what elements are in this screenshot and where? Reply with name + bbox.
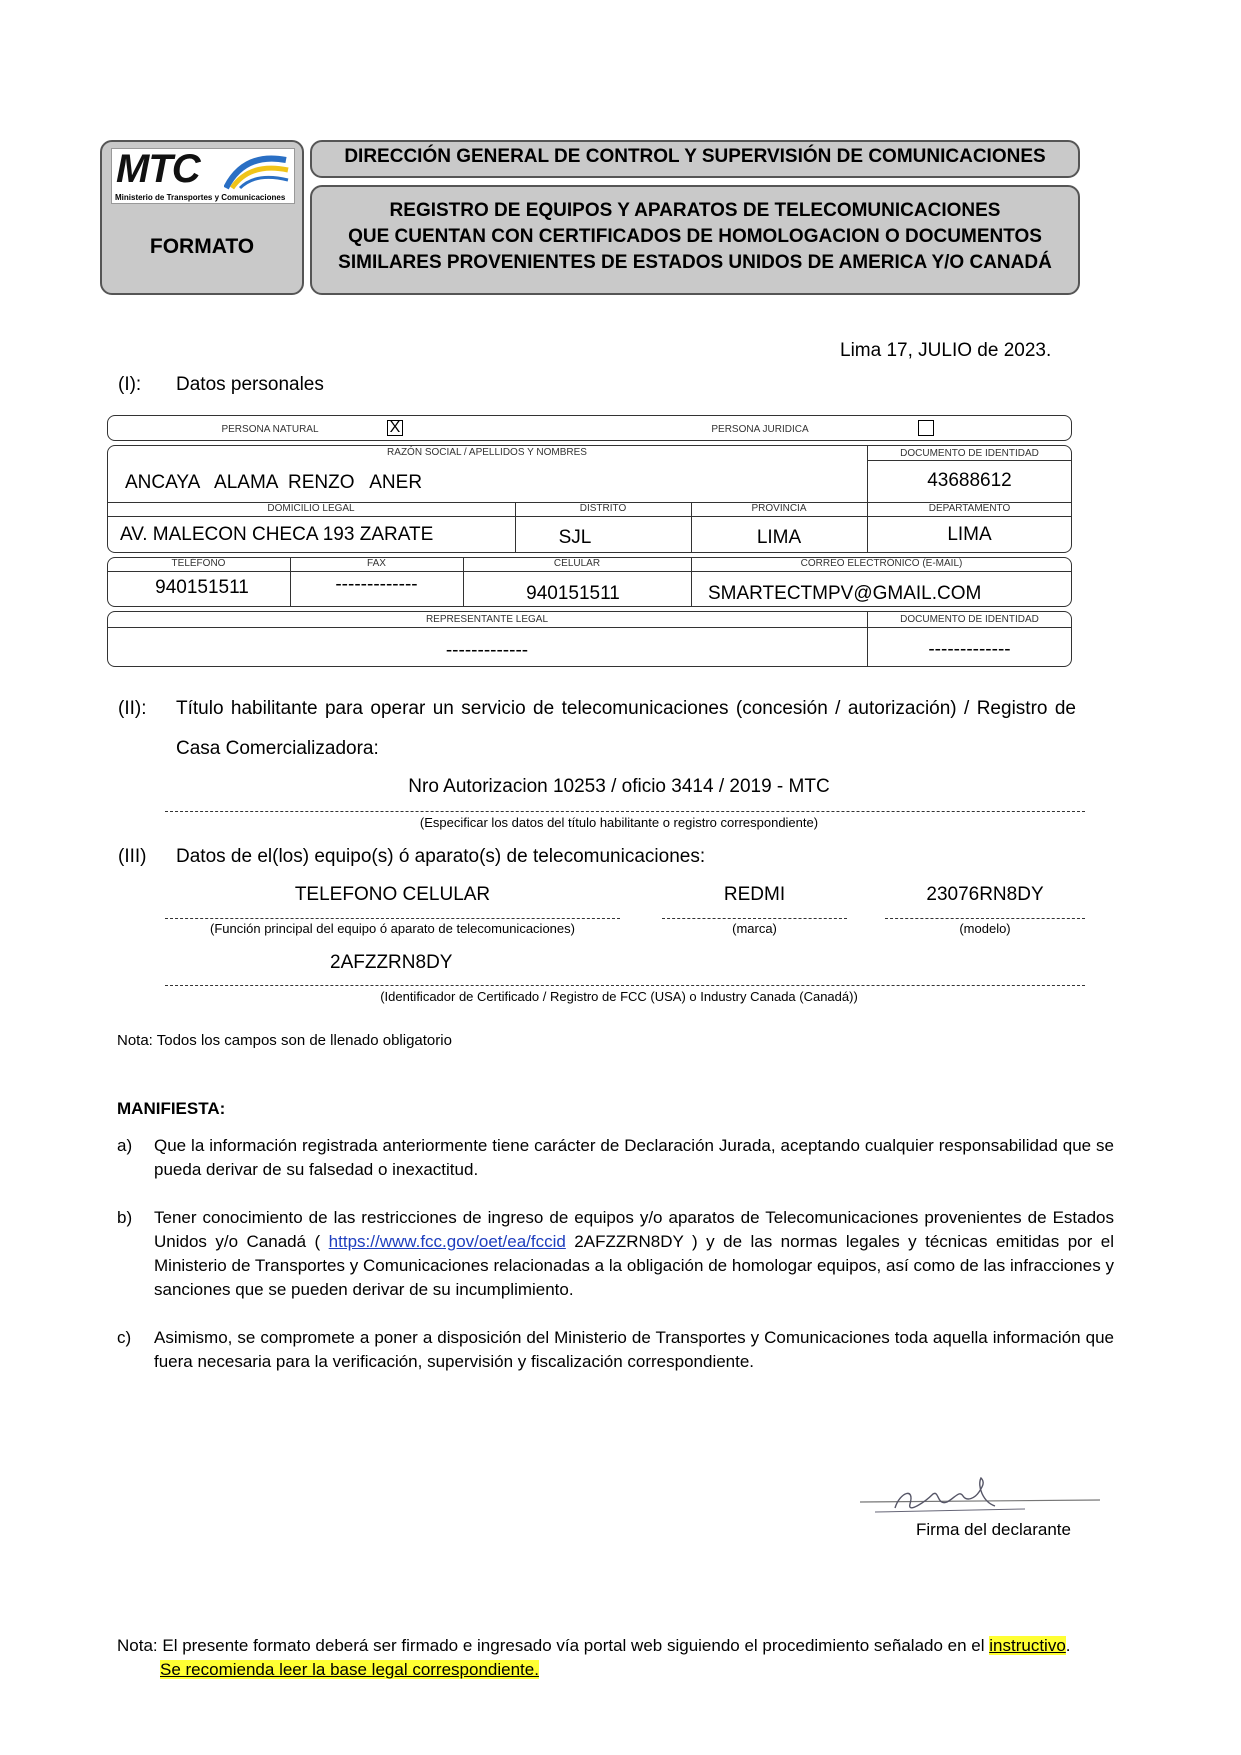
- provincia-value: LIMA: [756, 527, 802, 548]
- distrito-value: SJL: [558, 527, 592, 548]
- item-a-text: Que la información registrada anteriormente tiene carácter de Declaración Jurada, aceptando cualquier responsabilidad que se pueda derivar de su falsedad o inexactitud.: [154, 1136, 1114, 1179]
- registro-title: [310, 198, 1080, 276]
- logo-wave-icon: [224, 152, 290, 190]
- doc-rep-label: DOCUMENTO DE IDENTIDAD: [900, 614, 1039, 625]
- registro-line-2: QUE CUENTAN CON CERTIFICADOS DE HOMOLOGACION O DOCUMENTOS: [348, 226, 1042, 247]
- modelo-value: 23076RN8DY: [926, 884, 1044, 905]
- registro-line-1: REGISTRO DE EQUIPOS Y APARATOS DE TELECOMUNICACIONES: [389, 200, 1001, 221]
- direccion-title: DIRECCIÓN GENERAL DE CONTROL Y SUPERVISIÓN DE COMUNICACIONES: [344, 146, 1046, 167]
- doc-rep-value: -------------: [928, 639, 1011, 660]
- item-b-text-1: Tener conocimiento de las restricciones de ingreso de equipos y/o aparatos de Telecomunicaciones provenientes de Estados Unidos y/o Canadá (: [154, 1208, 1114, 1251]
- marca-value: REDMI: [723, 884, 786, 905]
- persona-natural-checkbox[interactable]: [387, 420, 403, 436]
- checkbox-mark: X: [389, 419, 401, 436]
- doc-identidad-value: 43688612: [927, 470, 1012, 491]
- representante-value: -------------: [445, 640, 529, 661]
- marca-label: (marca): [732, 921, 777, 936]
- fax-value: -------------: [335, 574, 418, 595]
- departamento-label: DEPARTAMENTO: [928, 503, 1011, 514]
- persona-natural-label: PERSONA NATURAL: [221, 424, 319, 435]
- telefono-value: 940151511: [155, 577, 249, 598]
- representante-label: REPRESENTANTE LEGAL: [425, 614, 549, 625]
- departamento-value: LIMA: [947, 524, 992, 545]
- nota-final: [117, 1634, 1127, 1682]
- identificador-label: (Identificador de Certificado / Registro de FCC (USA) o Industry Canada (Canadá)): [380, 989, 858, 1004]
- funcion-label: (Función principal del equipo ó aparato de telecomunicaciones): [210, 921, 575, 936]
- seccion1-num: (I):: [118, 374, 142, 395]
- item-c-letter: c): [117, 1328, 132, 1347]
- nota-final-suffix: .: [1065, 1636, 1071, 1655]
- fax-label: FAX: [367, 558, 386, 569]
- razon-social-label: RAZÓN SOCIAL / APELLIDOS Y NOMBRES: [387, 447, 587, 458]
- logo: [111, 148, 295, 204]
- signature: [855, 1472, 1105, 1522]
- funcion-value: TELEFONO CELULAR: [294, 884, 491, 905]
- fcc-link[interactable]: https://www.fcc.gov/oet/ea/fccid: [328, 1232, 566, 1251]
- telefono-label: TELÉFONO: [171, 558, 226, 569]
- firma-label: Firma del declarante: [916, 1520, 1071, 1539]
- fecha: Lima 17, JULIO de 2023.: [840, 340, 1052, 361]
- modelo-label: (modelo): [959, 921, 1011, 936]
- celular-value: 940151511: [526, 583, 620, 604]
- correo-value: SMARTECTMPV@GMAIL.COM: [708, 583, 982, 604]
- nota-obligatorio: Nota: Todos los campos son de llenado obligatorio: [117, 1032, 452, 1049]
- distrito-label: DISTRITO: [579, 503, 627, 514]
- instructivo-link[interactable]: instructivo: [989, 1636, 1066, 1655]
- item-a-letter: a): [117, 1136, 133, 1155]
- persona-juridica-checkbox[interactable]: [918, 420, 934, 436]
- item-b-text-2: 2AFZZRN8DY ) y de las normas legales y técnicas emitidas por el Ministerio de Transportes y Comunicaciones relacionadas a la obligación de homologar equipos, así como de las infracciones y sanciones que se pueden derivar de su incumplimiento.: [154, 1232, 1114, 1299]
- correo-label: CORREO ELECTRÓNICO (E-MAIL): [800, 558, 963, 569]
- persona-juridica-label: PERSONA JURIDICA: [711, 424, 809, 435]
- provincia-label: PROVINCIA: [751, 503, 807, 514]
- seccion2-valor: Nro Autorizacion 10253 / oficio 3414 / 2019 - MTC: [408, 776, 830, 797]
- item-b-text: [154, 1206, 1114, 1302]
- nota-final-prefix: Nota: El presente formato deberá ser firmado e ingresado vía portal web siguiendo el procedimiento señalado en el: [117, 1636, 990, 1655]
- domicilio-label: DOMICILIO LEGAL: [267, 503, 355, 514]
- celular-label: CELULAR: [553, 558, 601, 569]
- seccion2-num: (II):: [118, 698, 147, 719]
- logo-text: MTC: [116, 147, 200, 191]
- item-c-text: Asimismo, se compromete a poner a disposición del Ministerio de Transportes y Comunicaciones toda aquella información que fuera necesaria para la verificación, supervisión y fiscalización correspondiente.: [154, 1328, 1114, 1371]
- seccion2-text-2: Casa Comercializadora:: [176, 738, 379, 759]
- seccion2-text-1: Título habilitante para operar un servicio de telecomunicaciones (concesión / autorización) / Registro de: [176, 698, 1076, 719]
- doc-identidad-label: DOCUMENTO DE IDENTIDAD: [900, 448, 1039, 459]
- domicilio-value: AV. MALECON CHECA 193 ZARATE: [120, 524, 434, 545]
- seccion3-num: (III): [118, 846, 147, 867]
- registro-line-3: SIMILARES PROVENIENTES DE ESTADOS UNIDOS DE AMERICA Y/O CANADÁ: [338, 252, 1052, 273]
- seccion3-title: Datos de el(los) equipo(s) ó aparato(s) de telecomunicaciones:: [176, 846, 706, 867]
- seccion1-title: Datos personales: [176, 374, 324, 395]
- seccion2-nota: (Especificar los datos del título habilitante o registro correspondiente): [419, 815, 819, 830]
- identificador-value: 2AFZZRN8DY: [330, 952, 453, 973]
- formato-label: FORMATO: [149, 235, 255, 258]
- logo-sub: Ministerio de Transportes y Comunicaciones: [115, 193, 286, 202]
- base-legal-link[interactable]: Se recomienda leer la base legal correspondiente.: [160, 1660, 539, 1679]
- manifiesta-title: MANIFIESTA:: [117, 1099, 226, 1118]
- razon-social-value: ANCAYA ALAMA RENZO ANER: [125, 472, 423, 493]
- item-b-letter: b): [117, 1208, 133, 1227]
